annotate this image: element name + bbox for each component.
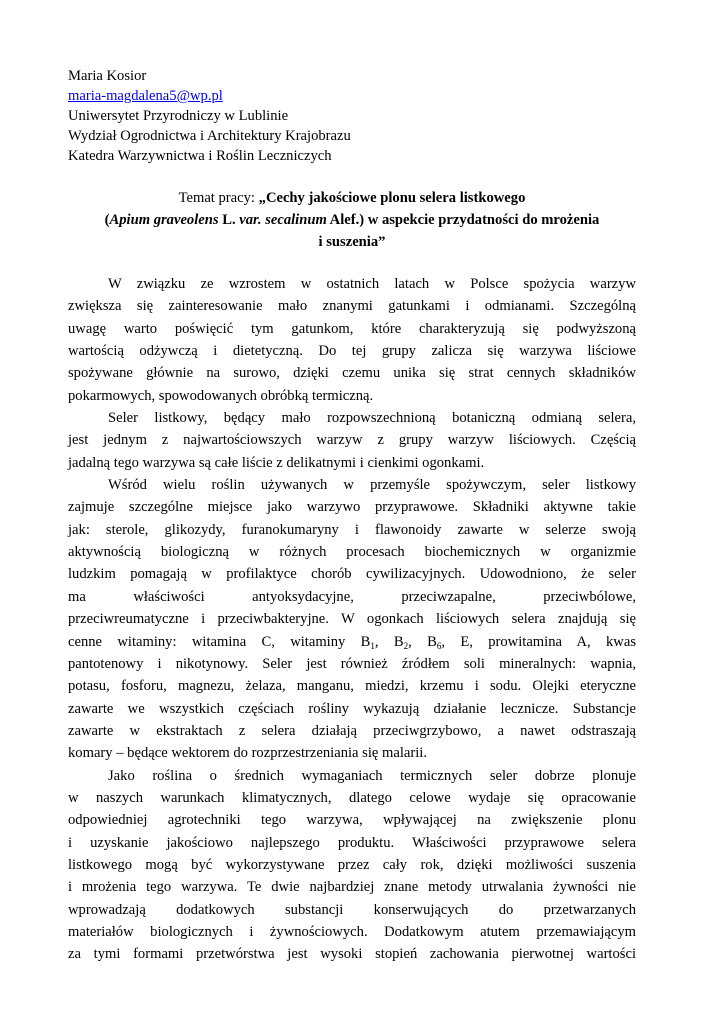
text-line: i uzyskanie jakościowo najlepszego produktu. Właściwości przyprawowe selera: [68, 834, 636, 851]
paragraph-2: [68, 407, 636, 474]
species-name: Apium graveolens: [109, 212, 219, 228]
title-text-1: L.: [218, 212, 240, 228]
variety-name: var. secalinum: [239, 212, 327, 228]
department-name: Katedra Warzywnictwa i Roślin Leczniczych: [68, 148, 332, 164]
university-name: Uniwersytet Przyrodniczy w Lublinie: [68, 108, 289, 124]
vitamins-text: , E, prowitamina A, kwas: [441, 633, 637, 650]
title-main: „Cechy jakościowe plonu selera listkowego: [258, 190, 526, 206]
text-line: jak: sterole, glikozydy, furanokumaryny i flawonoidy zawarte w selerze swoją: [68, 521, 636, 538]
text-line: zawarte we wszystkich częściach rośliny wykazują działanie lecznicze. Substancje: [68, 700, 636, 717]
paragraph-1: [68, 273, 636, 407]
text-line: ma właściwości antyoksydacyjne, przeciwzapalne, przeciwbólowe,: [68, 588, 636, 605]
email-line: [68, 86, 636, 106]
document-page: [68, 66, 636, 966]
paragraph-4: [68, 765, 636, 966]
text-line: w naszych warunkach klimatycznych, dlatego celowe wydaje się opracowanie: [68, 789, 636, 806]
text-line: materiałów biologicznych i żywnościowych. Dodatkowym atutem przemawiającym: [68, 923, 636, 940]
text-line: wprowadzają dodatkowych substancji konserwujących do przetwarzanych: [68, 901, 636, 918]
text-line: przeciwreumatyczne i przeciwbakteryjne. W ogonkach liściowych selera znajdują się: [68, 611, 636, 628]
title-line-2: [68, 209, 636, 231]
paragraph-3: [68, 474, 636, 764]
text-line: potasu, fosforu, magnezu, żelaza, manganu, miedzi, krzemu i sodu. Olejki eteryczne: [68, 678, 636, 695]
text-line: zajmuje szczególne miejsce jako warzywo przyprawowe. Składniki aktywne takie: [68, 499, 636, 516]
text-line: wartością odżywczą i dietetyczną. Do tej grupy zalicza się warzywa liściowe: [68, 343, 636, 360]
author-block: [68, 66, 636, 166]
text-line: zawarte w ekstraktach z selera działają przeciwgrzybowo, a nawet odstraszają: [68, 722, 636, 739]
text-line: Jako roślina o średnich wymaganiach termicznych seler dobrze plonuje: [108, 767, 636, 784]
vitamins-line: [68, 631, 636, 653]
text-line: zwiększa się zainteresowanie mało znanymi gatunkami i odmianami. Szczególną: [68, 298, 636, 315]
vitamins-sep: , B: [408, 633, 437, 650]
author-name: Maria Kosior: [68, 68, 147, 84]
text-line: Wśród wielu roślin używanych w przemyśle spożywczym, seler listkowy: [108, 477, 636, 494]
title-end: i suszenia”: [318, 234, 386, 250]
text-line: aktywnością biologiczną w różnych procesach biochemicznych w organizmie: [68, 544, 636, 561]
title-text-2: Alef.) w aspekcie przydatności do mrożenia: [326, 212, 600, 228]
text-line: jadalną tego warzywa są całe liście z delikatnymi i cienkimi ogonkami.: [68, 454, 485, 471]
text-line: spożywane głównie na surowo, dzięki czemu unika się strat cennych składników: [68, 365, 636, 382]
text-line: Seler listkowy, będący mało rozpowszechnioną botaniczną odmianą selera,: [108, 410, 636, 427]
title-prefix: Temat pracy:: [178, 190, 259, 206]
text-line: W związku ze wzrostem w ostatnich latach w Polsce spożycia warzyw: [108, 276, 636, 292]
thesis-title: [68, 187, 636, 253]
text-line: jest jednym z najwartościowszych warzyw z grupy warzyw liściowych. Częścią: [68, 432, 636, 449]
document-body: [68, 273, 636, 966]
vitamins-text: cenne witaminy: witamina C, witaminy B: [68, 633, 371, 650]
text-line: pantotenowy i nikotynowy. Seler jest również źródłem soli mineralnych: wapnia,: [68, 655, 636, 672]
title-line-3: [68, 231, 636, 253]
subscript: 6: [436, 640, 442, 651]
vitamins-sep: , B: [374, 633, 404, 650]
text-line: odpowiedniej agrotechniki tego warzywa, wpływającej na zwiększenie plonu: [68, 812, 636, 829]
title-paren: (: [104, 212, 110, 228]
subscript: 1: [370, 640, 375, 651]
faculty-name: Wydział Ogrodnictwa i Architektury Krajobrazu: [68, 128, 351, 144]
text-line: komary – będące wektorem do rozprzestrzeniania się malarii.: [68, 745, 428, 762]
email-link[interactable]: maria-magdalena5@wp.pl: [68, 88, 223, 104]
subscript: 2: [403, 640, 409, 651]
text-line: pokarmowych, spowodowanych obróbką termiczną.: [68, 387, 374, 404]
title-line-1: [68, 187, 636, 209]
text-line: za tymi formami przetwórstwa jest wysoki stopień zachowania pierwotnej wartości: [68, 946, 636, 963]
text-line: listkowego mogą być wykorzystywane przez cały rok, dzięki możliwości suszenia: [68, 856, 636, 873]
text-line: uwagę warto poświęcić tym gatunkom, które charakteryzują się podwyższoną: [68, 320, 636, 337]
text-line: i mrożenia tego warzywa. Te dwie najbardziej znane metody utrwalania żywności nie: [68, 879, 636, 896]
text-line: ludzkim pomagają w profilaktyce chorób cywilizacyjnych. Udowodniono, że seler: [68, 566, 636, 583]
